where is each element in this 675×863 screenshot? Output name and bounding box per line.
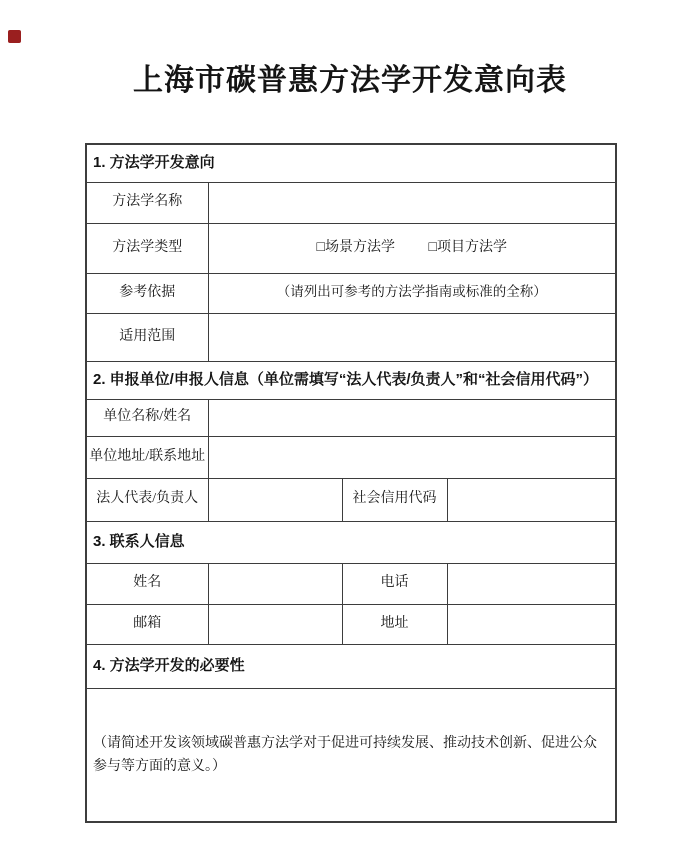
table-row <box>86 478 616 521</box>
contact-name-input[interactable] <box>208 563 342 604</box>
contact-phone-label: 电话 <box>342 563 447 604</box>
methodology-type-cell[interactable] <box>208 223 616 273</box>
checkbox-option-label: 项目方法学 <box>436 239 507 255</box>
section-3-header: 3. 联系人信息 <box>86 521 616 563</box>
table-row <box>86 182 616 223</box>
contact-name-label: 姓名 <box>86 563 208 604</box>
form-table <box>85 143 617 823</box>
methodology-name-label: 方法学名称 <box>86 182 208 223</box>
checkbox-project-methodology[interactable] <box>429 240 507 255</box>
legal-rep-input[interactable] <box>208 478 342 521</box>
applicable-scope-input[interactable] <box>208 313 616 361</box>
reference-basis-label: 参考依据 <box>86 273 208 313</box>
credit-code-label: 社会信用代码 <box>342 478 447 521</box>
red-corner-marker <box>8 30 21 43</box>
methodology-type-label: 方法学类型 <box>86 223 208 273</box>
table-row <box>86 563 616 604</box>
org-name-label: 单位名称/姓名 <box>86 399 208 436</box>
contact-phone-input[interactable] <box>447 563 616 604</box>
checkbox-scenario-methodology[interactable] <box>317 240 395 255</box>
credit-code-input[interactable] <box>447 478 616 521</box>
table-row <box>86 223 616 273</box>
org-address-input[interactable] <box>208 436 616 478</box>
org-name-input[interactable] <box>208 399 616 436</box>
table-row <box>86 688 616 822</box>
table-row <box>86 644 616 688</box>
necessity-input[interactable] <box>86 688 616 822</box>
contact-address-label: 地址 <box>342 604 447 644</box>
table-row <box>86 313 616 361</box>
page-title: 上海市碳普惠方法学开发意向表 <box>133 64 567 97</box>
table-row <box>86 273 616 313</box>
methodology-name-input[interactable] <box>208 182 616 223</box>
applicable-scope-label: 适用范围 <box>86 313 208 361</box>
table-row <box>86 361 616 399</box>
contact-address-input[interactable] <box>447 604 616 644</box>
contact-email-label: 邮箱 <box>86 604 208 644</box>
section-2-header: 2. 申报单位/申报人信息（单位需填写“法人代表/负责人”和“社会信用代码”） <box>86 361 616 399</box>
section-1-header: 1. 方法学开发意向 <box>86 144 616 182</box>
legal-rep-label: 法人代表/负责人 <box>86 478 208 521</box>
reference-basis-hint: （请列出可参考的方法学指南或标准的全称） <box>276 284 547 300</box>
table-row <box>86 436 616 478</box>
reference-basis-input[interactable] <box>208 273 616 313</box>
checkbox-square-icon: □ <box>428 239 437 255</box>
contact-email-input[interactable] <box>208 604 342 644</box>
table-row <box>86 399 616 436</box>
table-row <box>86 144 616 182</box>
checkbox-option-label: 场景方法学 <box>325 239 395 255</box>
checkbox-square-icon: □ <box>316 239 325 255</box>
section-4-header: 4. 方法学开发的必要性 <box>86 644 616 688</box>
necessity-hint: （请简述开发该领域碳普惠方法学对于促进可持续发展、推动技术创新、促进公众参与等方面的意义。） <box>93 735 597 774</box>
org-address-label: 单位地址/联系地址 <box>86 436 208 478</box>
table-row <box>86 521 616 563</box>
table-row <box>86 604 616 644</box>
